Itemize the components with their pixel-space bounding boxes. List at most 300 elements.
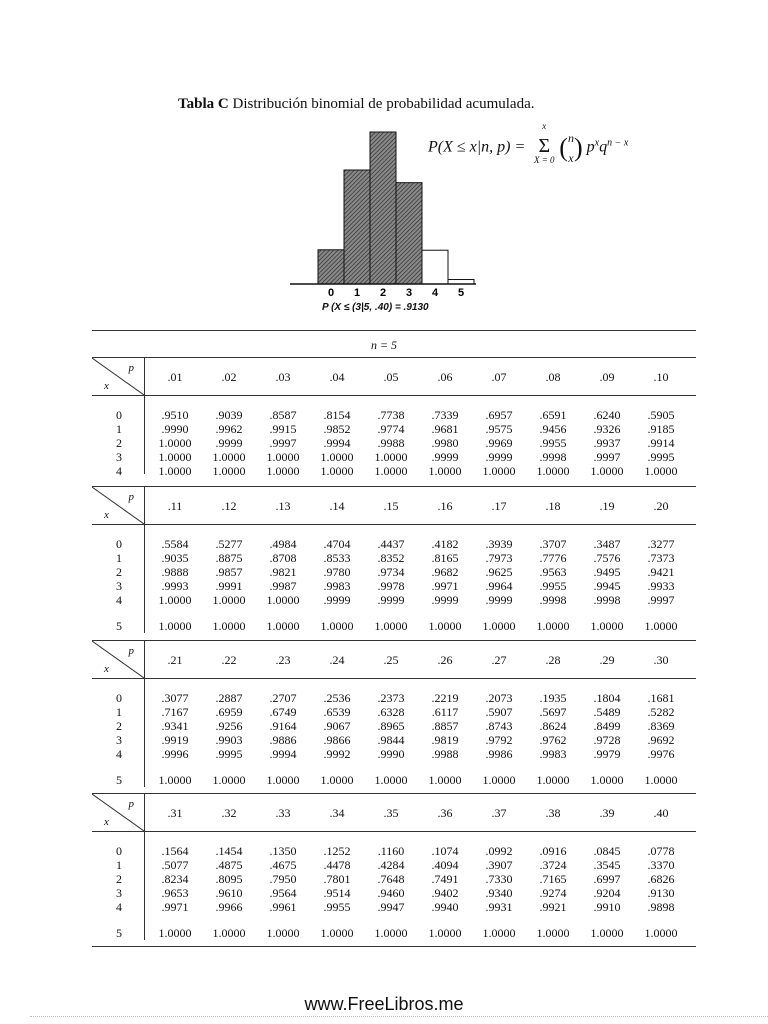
probability-cell: .9990 xyxy=(161,422,189,436)
summation-symbol: x Σ X = 0 xyxy=(529,135,559,158)
p-header-cell: .37 xyxy=(491,806,507,820)
probability-cell: .9204 xyxy=(593,886,621,900)
probability-cell: .4284 xyxy=(377,858,405,872)
probability-cell: .9976 xyxy=(647,747,675,761)
probability-cell: .3077 xyxy=(161,691,189,705)
formula-p-exponent: x xyxy=(594,137,600,149)
probability-cell: .2373 xyxy=(377,691,405,705)
probability-cell: .6826 xyxy=(647,872,675,886)
probability-cell: .3907 xyxy=(485,858,513,872)
p-header-cell: .33 xyxy=(275,806,291,820)
probability-cell: .6997 xyxy=(593,872,621,886)
probability-cell: 1.0000 xyxy=(374,464,408,478)
probability-cell: 1.0000 xyxy=(374,773,408,787)
probability-cell: .9961 xyxy=(269,900,297,914)
histogram-bar xyxy=(318,250,344,284)
probability-cell: 1.0000 xyxy=(212,773,246,787)
probability-cell: .4437 xyxy=(377,537,405,551)
p-header-cell: .36 xyxy=(437,806,453,820)
probability-cell: .9888 xyxy=(161,565,189,579)
probability-cell: .9998 xyxy=(539,450,567,464)
probability-cell: .9919 xyxy=(161,733,189,747)
probability-cell: .1350 xyxy=(269,844,297,858)
p-header-cell: .12 xyxy=(221,499,237,513)
probability-cell: 1.0000 xyxy=(266,464,300,478)
probability-cell: .9421 xyxy=(647,565,675,579)
probability-cell: .9992 xyxy=(323,747,351,761)
probability-cell: .7648 xyxy=(377,872,405,886)
probability-cell: .6959 xyxy=(215,705,243,719)
probability-cell: .9402 xyxy=(431,886,459,900)
probability-cell: .8499 xyxy=(593,719,621,733)
probability-cell: 1.0000 xyxy=(158,773,192,787)
footer-divider xyxy=(30,1016,768,1017)
probability-cell: .9039 xyxy=(215,408,243,422)
probability-cell: 1.0000 xyxy=(212,926,246,940)
probability-cell: .3724 xyxy=(539,858,567,872)
corner-x-label: x xyxy=(104,816,109,828)
p-header-cell: .40 xyxy=(653,806,669,820)
probability-cell: .9955 xyxy=(539,436,567,450)
probability-cell: .9340 xyxy=(485,886,513,900)
probability-cell: .9653 xyxy=(161,886,189,900)
probability-cell: 1.0000 xyxy=(266,593,300,607)
corner-cell xyxy=(92,641,145,678)
probability-cell: .9988 xyxy=(431,747,459,761)
p-header-cell: .39 xyxy=(599,806,615,820)
binom-top: n xyxy=(567,131,574,145)
probability-cell: .9910 xyxy=(593,900,621,914)
corner-cell xyxy=(92,358,145,395)
x-value-cell: 4 xyxy=(116,464,122,478)
probability-cell: .9999 xyxy=(485,593,513,607)
p-header-cell: .05 xyxy=(383,370,399,384)
probability-cell: .9852 xyxy=(323,422,351,436)
probability-cell: .9780 xyxy=(323,565,351,579)
probability-cell: .0845 xyxy=(593,844,621,858)
probability-cell: .9998 xyxy=(593,593,621,607)
probability-cell: 1.0000 xyxy=(428,773,462,787)
formula-q-exponent: n − x xyxy=(607,137,629,149)
probability-cell: .1681 xyxy=(647,691,675,705)
column-divider xyxy=(144,677,145,787)
probability-cell: .9997 xyxy=(269,436,297,450)
probability-cell: .2219 xyxy=(431,691,459,705)
probability-cell: .9999 xyxy=(215,436,243,450)
probability-cell: .9914 xyxy=(647,436,675,450)
x-value-cell: 4 xyxy=(116,900,122,914)
p-header-cell: .38 xyxy=(545,806,561,820)
probability-cell: .8369 xyxy=(647,719,675,733)
probability-cell: .9185 xyxy=(647,422,675,436)
probability-cell: 1.0000 xyxy=(266,619,300,633)
probability-cell: .8095 xyxy=(215,872,243,886)
probability-cell: .9274 xyxy=(539,886,567,900)
probability-cell: .9955 xyxy=(323,900,351,914)
p-header-cell: .11 xyxy=(167,499,183,513)
corner-x-label: x xyxy=(104,380,109,392)
x-value-cell: 2 xyxy=(116,565,122,579)
corner-x-label: x xyxy=(104,663,109,675)
probability-cell: .9067 xyxy=(323,719,351,733)
probability-cell: 1.0000 xyxy=(320,450,354,464)
probability-cell: .0916 xyxy=(539,844,567,858)
probability-cell: .4675 xyxy=(269,858,297,872)
p-header-cell: .25 xyxy=(383,653,399,667)
probability-cell: .4875 xyxy=(215,858,243,872)
probability-cell: .7950 xyxy=(269,872,297,886)
histogram-x-label: 3 xyxy=(405,287,413,299)
x-value-cell: 5 xyxy=(116,619,122,633)
probability-cell: .7738 xyxy=(377,408,405,422)
p-header-cell: .16 xyxy=(437,499,453,513)
p-header-row xyxy=(92,640,696,679)
probability-cell: .1074 xyxy=(431,844,459,858)
probability-cell: .6957 xyxy=(485,408,513,422)
probability-cell: .9998 xyxy=(539,593,567,607)
probability-cell: 1.0000 xyxy=(320,926,354,940)
probability-cell: 1.0000 xyxy=(590,464,624,478)
probability-cell: .9962 xyxy=(215,422,243,436)
probability-cell: .5077 xyxy=(161,858,189,872)
probability-cell: .9987 xyxy=(269,579,297,593)
histogram-x-label: 5 xyxy=(457,287,465,299)
probability-cell: .9986 xyxy=(485,747,513,761)
probability-cell: .9563 xyxy=(539,565,567,579)
p-header-row xyxy=(92,793,696,832)
p-header-cell: .17 xyxy=(491,499,507,513)
probability-cell: .5277 xyxy=(215,537,243,551)
probability-cell: .9903 xyxy=(215,733,243,747)
histogram-bar xyxy=(370,132,396,284)
probability-cell: .6240 xyxy=(593,408,621,422)
probability-cell: .9164 xyxy=(269,719,297,733)
probability-cell: 1.0000 xyxy=(482,464,516,478)
histogram-x-label: 0 xyxy=(327,287,335,299)
probability-cell: .9866 xyxy=(323,733,351,747)
corner-p-label: p xyxy=(128,362,134,374)
probability-cell: .9931 xyxy=(485,900,513,914)
probability-cell: .3939 xyxy=(485,537,513,551)
p-header-cell: .27 xyxy=(491,653,507,667)
probability-cell: 1.0000 xyxy=(644,773,678,787)
p-header-cell: .20 xyxy=(653,499,669,513)
probability-cell: .8352 xyxy=(377,551,405,565)
histogram-bar xyxy=(422,250,448,284)
probability-cell: .9625 xyxy=(485,565,513,579)
histogram-bar xyxy=(396,183,422,284)
n-label: n = 5 xyxy=(370,338,398,352)
probability-cell: .9966 xyxy=(215,900,243,914)
probability-cell: 1.0000 xyxy=(482,619,516,633)
probability-cell: .8875 xyxy=(215,551,243,565)
p-header-cell: .08 xyxy=(545,370,561,384)
probability-cell: 1.0000 xyxy=(536,619,570,633)
x-value-cell: 5 xyxy=(116,773,122,787)
probability-cell: .9964 xyxy=(485,579,513,593)
probability-cell: .9460 xyxy=(377,886,405,900)
table-bottom-rule xyxy=(92,946,696,947)
probability-cell: .8708 xyxy=(269,551,297,565)
probability-cell: 1.0000 xyxy=(536,773,570,787)
probability-cell: .8154 xyxy=(323,408,351,422)
probability-cell: .9999 xyxy=(323,593,351,607)
probability-cell: 1.0000 xyxy=(536,926,570,940)
probability-cell: 1.0000 xyxy=(212,593,246,607)
probability-cell: .9821 xyxy=(269,565,297,579)
probability-cell: .9945 xyxy=(593,579,621,593)
p-header-cell: .30 xyxy=(653,653,669,667)
probability-cell: .6591 xyxy=(539,408,567,422)
probability-cell: .3370 xyxy=(647,858,675,872)
probability-cell: .7339 xyxy=(431,408,459,422)
probability-cell: .5584 xyxy=(161,537,189,551)
probability-cell: .9130 xyxy=(647,886,675,900)
probability-cell: .9983 xyxy=(539,747,567,761)
probability-cell: .5907 xyxy=(485,705,513,719)
probability-cell: .9326 xyxy=(593,422,621,436)
x-value-cell: 2 xyxy=(116,719,122,733)
x-value-cell: 4 xyxy=(116,593,122,607)
p-header-cell: .31 xyxy=(167,806,183,820)
probability-cell: .7801 xyxy=(323,872,351,886)
x-value-cell: 1 xyxy=(116,551,122,565)
probability-cell: .8533 xyxy=(323,551,351,565)
probability-cell: .9947 xyxy=(377,900,405,914)
x-value-cell: 5 xyxy=(116,926,122,940)
probability-cell: .9915 xyxy=(269,422,297,436)
probability-cell: .9980 xyxy=(431,436,459,450)
probability-cell: .7973 xyxy=(485,551,513,565)
histogram-x-label: 2 xyxy=(379,287,387,299)
probability-cell: 1.0000 xyxy=(482,773,516,787)
probability-cell: 1.0000 xyxy=(644,926,678,940)
corner-p-label: p xyxy=(128,798,134,810)
p-header-cell: .19 xyxy=(599,499,615,513)
probability-cell: 1.0000 xyxy=(212,619,246,633)
x-value-cell: 0 xyxy=(116,408,122,422)
probability-cell: .4478 xyxy=(323,858,351,872)
p-header-cell: .28 xyxy=(545,653,561,667)
probability-cell: .9819 xyxy=(431,733,459,747)
p-header-cell: .06 xyxy=(437,370,453,384)
sum-upper-limit: x xyxy=(542,120,547,131)
probability-cell: .6749 xyxy=(269,705,297,719)
probability-cell: .4984 xyxy=(269,537,297,551)
p-header-cell: .26 xyxy=(437,653,453,667)
probability-cell: .5489 xyxy=(593,705,621,719)
probability-cell: 1.0000 xyxy=(482,926,516,940)
x-value-cell: 4 xyxy=(116,747,122,761)
probability-cell: .9510 xyxy=(161,408,189,422)
p-header-cell: .14 xyxy=(329,499,345,513)
probability-cell: .9575 xyxy=(485,422,513,436)
formula-lhs: P(X ≤ x|n, p) = xyxy=(428,138,530,156)
probability-cell: .8587 xyxy=(269,408,297,422)
p-header-cell: .29 xyxy=(599,653,615,667)
x-value-cell: 1 xyxy=(116,705,122,719)
probability-cell: .3545 xyxy=(593,858,621,872)
probability-cell: .8965 xyxy=(377,719,405,733)
probability-cell: .9995 xyxy=(647,450,675,464)
p-header-cell: .34 xyxy=(329,806,345,820)
x-value-cell: 3 xyxy=(116,886,122,900)
probability-cell: .3487 xyxy=(593,537,621,551)
probability-cell: .9933 xyxy=(647,579,675,593)
p-header-row xyxy=(92,486,696,525)
probability-cell: 1.0000 xyxy=(590,926,624,940)
probability-cell: .8743 xyxy=(485,719,513,733)
probability-cell: .1564 xyxy=(161,844,189,858)
probability-cell: .9999 xyxy=(377,593,405,607)
p-header-cell: .07 xyxy=(491,370,507,384)
probability-cell: .9993 xyxy=(161,579,189,593)
probability-cell: .9994 xyxy=(269,747,297,761)
corner-cell xyxy=(92,794,145,831)
probability-cell: .9999 xyxy=(431,450,459,464)
p-header-cell: .10 xyxy=(653,370,669,384)
probability-cell: .9762 xyxy=(539,733,567,747)
probability-cell: .9996 xyxy=(161,747,189,761)
probability-cell: .2073 xyxy=(485,691,513,705)
probability-cell: 1.0000 xyxy=(158,926,192,940)
table-top-rule xyxy=(92,330,696,331)
probability-cell: .4182 xyxy=(431,537,459,551)
formula-p: p xyxy=(586,138,595,156)
corner-x-label: x xyxy=(104,509,109,521)
p-header-cell: .13 xyxy=(275,499,291,513)
probability-cell: 1.0000 xyxy=(590,773,624,787)
probability-cell: .3277 xyxy=(647,537,675,551)
binomial-formula: P(X ≤ x|n, p) = x Σ X = 0 (n x) $p^xq^{n - x}$ xyxy=(428,128,628,168)
probability-cell: .1935 xyxy=(539,691,567,705)
probability-cell: 1.0000 xyxy=(644,619,678,633)
probability-cell: .8857 xyxy=(431,719,459,733)
probability-cell: .9564 xyxy=(269,886,297,900)
corner-cell xyxy=(92,487,145,524)
probability-cell: 1.0000 xyxy=(212,464,246,478)
p-header-cell: .18 xyxy=(545,499,561,513)
histogram-bar xyxy=(344,170,370,284)
p-header-cell: .04 xyxy=(329,370,345,384)
p-header-cell: .02 xyxy=(221,370,237,384)
probability-cell: .9692 xyxy=(647,733,675,747)
probability-cell: .9978 xyxy=(377,579,405,593)
sum-lower-limit: X = 0 xyxy=(533,154,555,165)
probability-cell: .7576 xyxy=(593,551,621,565)
probability-cell: 1.0000 xyxy=(320,619,354,633)
probability-cell: 1.0000 xyxy=(158,436,192,450)
x-value-cell: 0 xyxy=(116,844,122,858)
probability-cell: .6539 xyxy=(323,705,351,719)
x-value-cell: 1 xyxy=(116,422,122,436)
probability-cell: .8234 xyxy=(161,872,189,886)
probability-cell: .7165 xyxy=(539,872,567,886)
histogram-x-label: 4 xyxy=(431,287,439,299)
probability-cell: .9734 xyxy=(377,565,405,579)
probability-cell: .9969 xyxy=(485,436,513,450)
probability-cell: .9940 xyxy=(431,900,459,914)
probability-cell: .9898 xyxy=(647,900,675,914)
x-value-cell: 3 xyxy=(116,450,122,464)
probability-cell: 1.0000 xyxy=(212,450,246,464)
probability-cell: .9991 xyxy=(215,579,243,593)
probability-cell: .5905 xyxy=(647,408,675,422)
table-title xyxy=(178,96,535,113)
x-value-cell: 3 xyxy=(116,733,122,747)
probability-cell: 1.0000 xyxy=(374,450,408,464)
probability-cell: .9256 xyxy=(215,719,243,733)
table-title-text: Distribución binomial de probabilidad acumulada. xyxy=(232,96,535,112)
probability-cell: .7167 xyxy=(161,705,189,719)
probability-cell: .9997 xyxy=(647,593,675,607)
probability-cell: .9514 xyxy=(323,886,351,900)
p-header-row xyxy=(92,357,696,396)
probability-cell: .9979 xyxy=(593,747,621,761)
probability-cell: .8165 xyxy=(431,551,459,565)
probability-cell: .9857 xyxy=(215,565,243,579)
x-value-cell: 2 xyxy=(116,872,122,886)
probability-cell: .1252 xyxy=(323,844,351,858)
p-header-cell: .35 xyxy=(383,806,399,820)
p-header-cell: .22 xyxy=(221,653,237,667)
probability-cell: .9999 xyxy=(485,450,513,464)
probability-cell: 1.0000 xyxy=(320,464,354,478)
probability-cell: .9495 xyxy=(593,565,621,579)
probability-cell: .9610 xyxy=(215,886,243,900)
probability-cell: .9456 xyxy=(539,422,567,436)
probability-cell: .1804 xyxy=(593,691,621,705)
probability-cell: .9997 xyxy=(593,450,621,464)
x-value-cell: 2 xyxy=(116,436,122,450)
probability-cell: .5697 xyxy=(539,705,567,719)
probability-cell: 1.0000 xyxy=(590,619,624,633)
probability-cell: .1454 xyxy=(215,844,243,858)
probability-cell: .2707 xyxy=(269,691,297,705)
probability-cell: .9774 xyxy=(377,422,405,436)
probability-cell: .9988 xyxy=(377,436,405,450)
probability-cell: .9792 xyxy=(485,733,513,747)
probability-cell: .7373 xyxy=(647,551,675,565)
probability-cell: .7491 xyxy=(431,872,459,886)
probability-cell: .9971 xyxy=(431,579,459,593)
probability-cell: 1.0000 xyxy=(428,926,462,940)
probability-cell: .9995 xyxy=(215,747,243,761)
column-divider xyxy=(144,523,145,633)
probability-cell: .0778 xyxy=(647,844,675,858)
probability-cell: .9999 xyxy=(431,593,459,607)
probability-cell: 1.0000 xyxy=(266,926,300,940)
probability-cell: 1.0000 xyxy=(374,619,408,633)
probability-cell: .7330 xyxy=(485,872,513,886)
probability-cell: 1.0000 xyxy=(158,464,192,478)
probability-cell: 1.0000 xyxy=(428,619,462,633)
table-title-label: Tabla C xyxy=(178,96,229,112)
probability-cell: .6117 xyxy=(431,705,459,719)
probability-cell: .9955 xyxy=(539,579,567,593)
footer-watermark: www.FreeLibros.me xyxy=(304,994,464,1014)
corner-p-label: p xyxy=(128,491,134,503)
column-divider xyxy=(144,394,145,474)
p-header-cell: .09 xyxy=(599,370,615,384)
probability-cell: .4704 xyxy=(323,537,351,551)
probability-cell: .9937 xyxy=(593,436,621,450)
probability-cell: .9728 xyxy=(593,733,621,747)
probability-cell: .9886 xyxy=(269,733,297,747)
p-header-cell: .01 xyxy=(167,370,183,384)
probability-cell: .4094 xyxy=(431,858,459,872)
p-header-cell: .24 xyxy=(329,653,345,667)
